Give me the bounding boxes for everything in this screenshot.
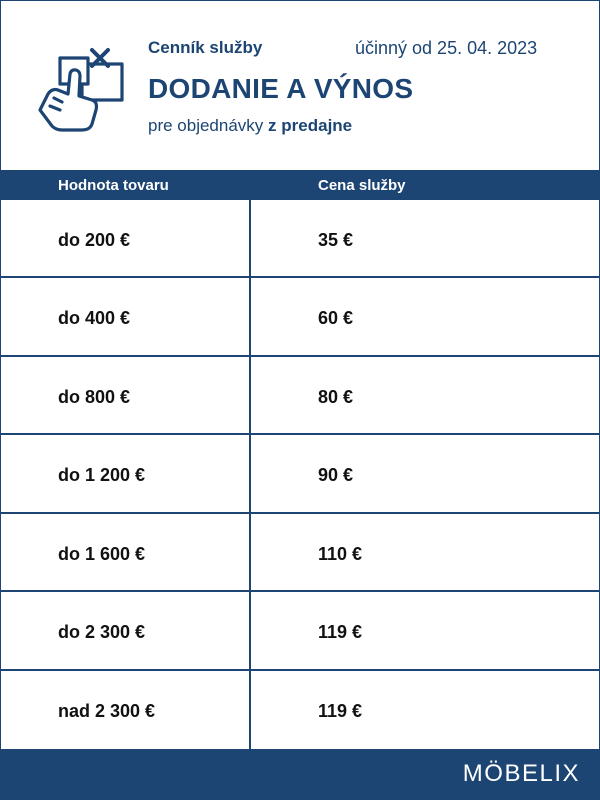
effective-date: účinný od 25. 04. 2023	[355, 38, 538, 58]
column-divider	[249, 200, 251, 749]
table-row	[0, 357, 600, 435]
row-value: do 2 300 €	[58, 622, 146, 643]
row-value: do 800 €	[58, 386, 131, 407]
page-title: DODANIE A VÝNOS	[148, 73, 414, 104]
row-value: do 200 €	[58, 230, 131, 250]
table-row	[0, 514, 600, 592]
price-list-label: Cenník služby	[148, 38, 263, 57]
row-price: 35 €	[318, 230, 354, 250]
column-header-value: Hodnota tovaru	[58, 177, 169, 194]
table-row	[0, 200, 600, 278]
table-header	[0, 170, 600, 200]
table-row	[0, 435, 600, 513]
tagline-prefix: pre objednávky	[148, 116, 264, 135]
row-price: 110 €	[318, 543, 363, 564]
row-value: do 1 200 €	[58, 465, 146, 486]
header	[0, 0, 600, 170]
table-row	[0, 671, 600, 749]
row-price: 60 €	[318, 308, 354, 329]
row-price: 119 €	[318, 700, 363, 721]
row-value: do 1 600 €	[58, 543, 146, 564]
price-table	[0, 200, 600, 749]
row-price: 119 €	[318, 622, 363, 643]
column-header-price: Cena služby	[318, 177, 406, 194]
hand-pointing-delivery-icon	[34, 44, 126, 134]
row-price: 90 €	[318, 465, 354, 486]
table-row	[0, 592, 600, 670]
table-row	[0, 278, 600, 356]
tagline	[148, 116, 352, 136]
row-value: nad 2 300 €	[58, 700, 156, 721]
row-price: 80 €	[318, 386, 354, 407]
brand-logo: MÖBELIX	[462, 760, 580, 787]
footer	[0, 749, 600, 800]
tagline-bold: z predajne	[268, 116, 353, 135]
row-value: do 400 €	[58, 308, 131, 329]
